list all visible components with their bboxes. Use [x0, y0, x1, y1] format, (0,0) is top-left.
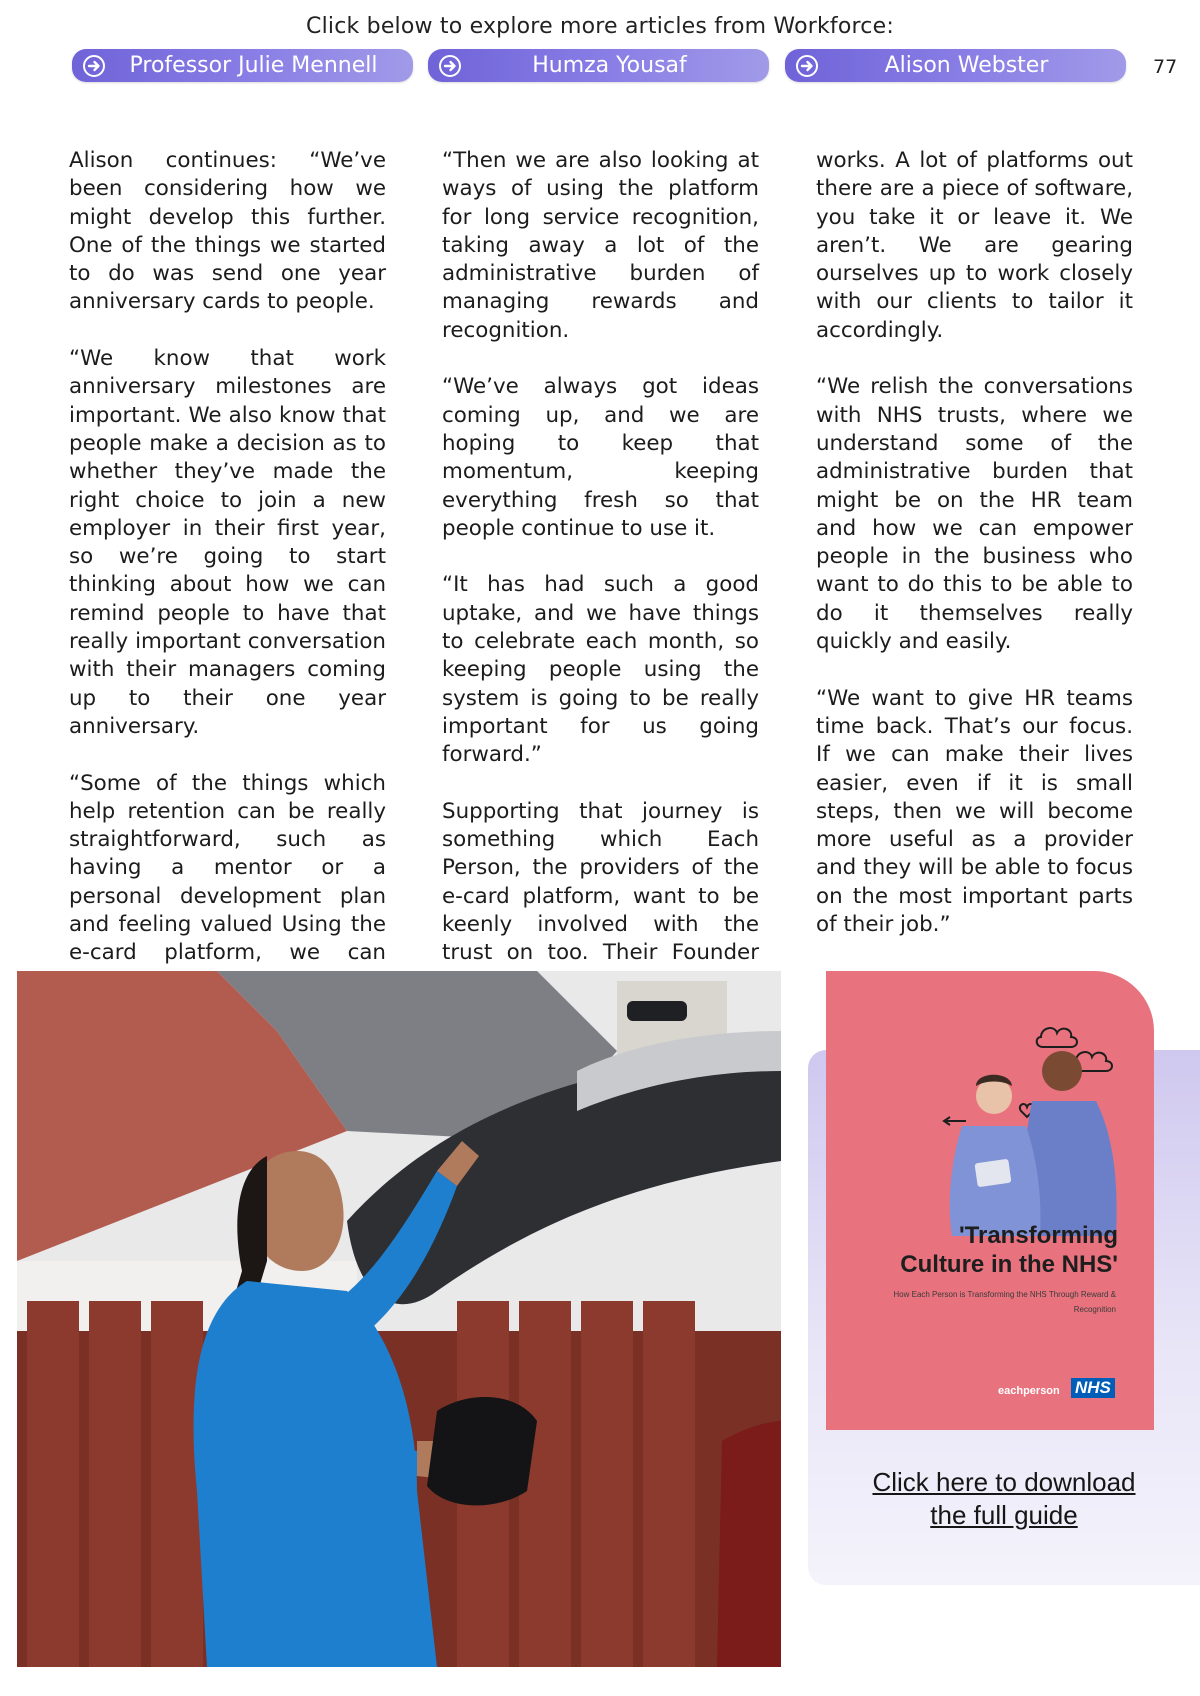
paragraph: “Some of the things which help retention can be really straightforward, such as having a mentor or a personal development plan and feeling valued Using the e-card platform, we can [69, 770, 386, 966]
nurses-illustration [826, 971, 1154, 1430]
nav-button-julie-mennell[interactable] [72, 49, 413, 82]
paragraph: “We know that work anniversary milestones are important. We also know that people make a decision as to whether they’ve made the right choice to join a new employer in their first year, so we’re going to start thinking about how we can remind people to have that really important conversation with their managers coming up to their one year anniversary. [69, 346, 386, 739]
download-guide-link[interactable]: Click here to download the full guide [872, 1467, 1136, 1530]
nav-button-alison-webster[interactable] [785, 49, 1126, 82]
paragraph: “We relish the conversations with NHS trusts, where we understand some of the administrative burden that might be on the HR team and how we can empower people in the business who want to do this to be able to do it themselves really quickly and easily. [816, 374, 1133, 655]
eachperson-logo: eachperson [998, 1385, 1060, 1397]
guide-cover-title: 'Transforming Culture in the NHS' [900, 1222, 1118, 1278]
paragraph: works. A lot of platforms out there are a piece of software, you take it or leave it. We aren’t. We are gearing ourselves up to work closely with our clients to tailor it accordingly. [816, 148, 1133, 343]
paragraph: “Then we are also looking at ways of using the platform for long service recognition, taking away a lot of the administrative burden of managing rewards and recognition. [442, 148, 759, 343]
nav-button-label: Alison Webster [884, 53, 1049, 78]
nav-button-label: Humza Yousaf [532, 53, 687, 78]
article-column-2 [442, 147, 759, 1081]
guide-cover[interactable] [826, 971, 1154, 1430]
article-column-3 [816, 147, 1133, 968]
nurse-photo-illustration [17, 971, 781, 1667]
nurse-photo [17, 971, 781, 1667]
paragraph: “It has had such a good uptake, and we have things to celebrate each month, so keeping people using the system is going to be really important for us going forward.” [442, 572, 759, 768]
arrow-right-circle-icon [438, 54, 462, 78]
paragraph: Supporting that journey is something which Each Person, the providers of the e-card platform, want to be keenly involved with the trust on too. Their Founder [442, 798, 759, 966]
nhs-logo: NHS [1071, 1378, 1115, 1398]
arrow-right-circle-icon [82, 54, 106, 78]
paragraph: “We want to give HR teams time back. That’s our focus. If we can make their lives easier, even if it is small steps, then we will become more useful as a provider and they will be able to focus on the most important parts of their job.” [816, 685, 1133, 938]
nav-button-humza-yousaf[interactable] [428, 49, 769, 82]
page-number: 77 [1153, 56, 1178, 78]
paragraph: “We’ve always got ideas coming up, and we are hoping to keep that momentum, keeping everything fresh so that people continue to use it. [442, 374, 759, 541]
article-column-1 [69, 147, 386, 1024]
guide-cover-subtitle: How Each Person is Transforming the NHS Through Reward & Recognition [893, 1290, 1116, 1314]
paragraph: Alison continues: “We’ve been considering how we might develop this further. One of the things we started to do was send one year anniversary cards to people. [69, 148, 386, 315]
arrow-right-circle-icon [795, 54, 819, 78]
nav-button-label: Professor Julie Mennell [129, 53, 378, 78]
nav-intro: Click below to explore more articles from Workforce: [306, 14, 894, 39]
